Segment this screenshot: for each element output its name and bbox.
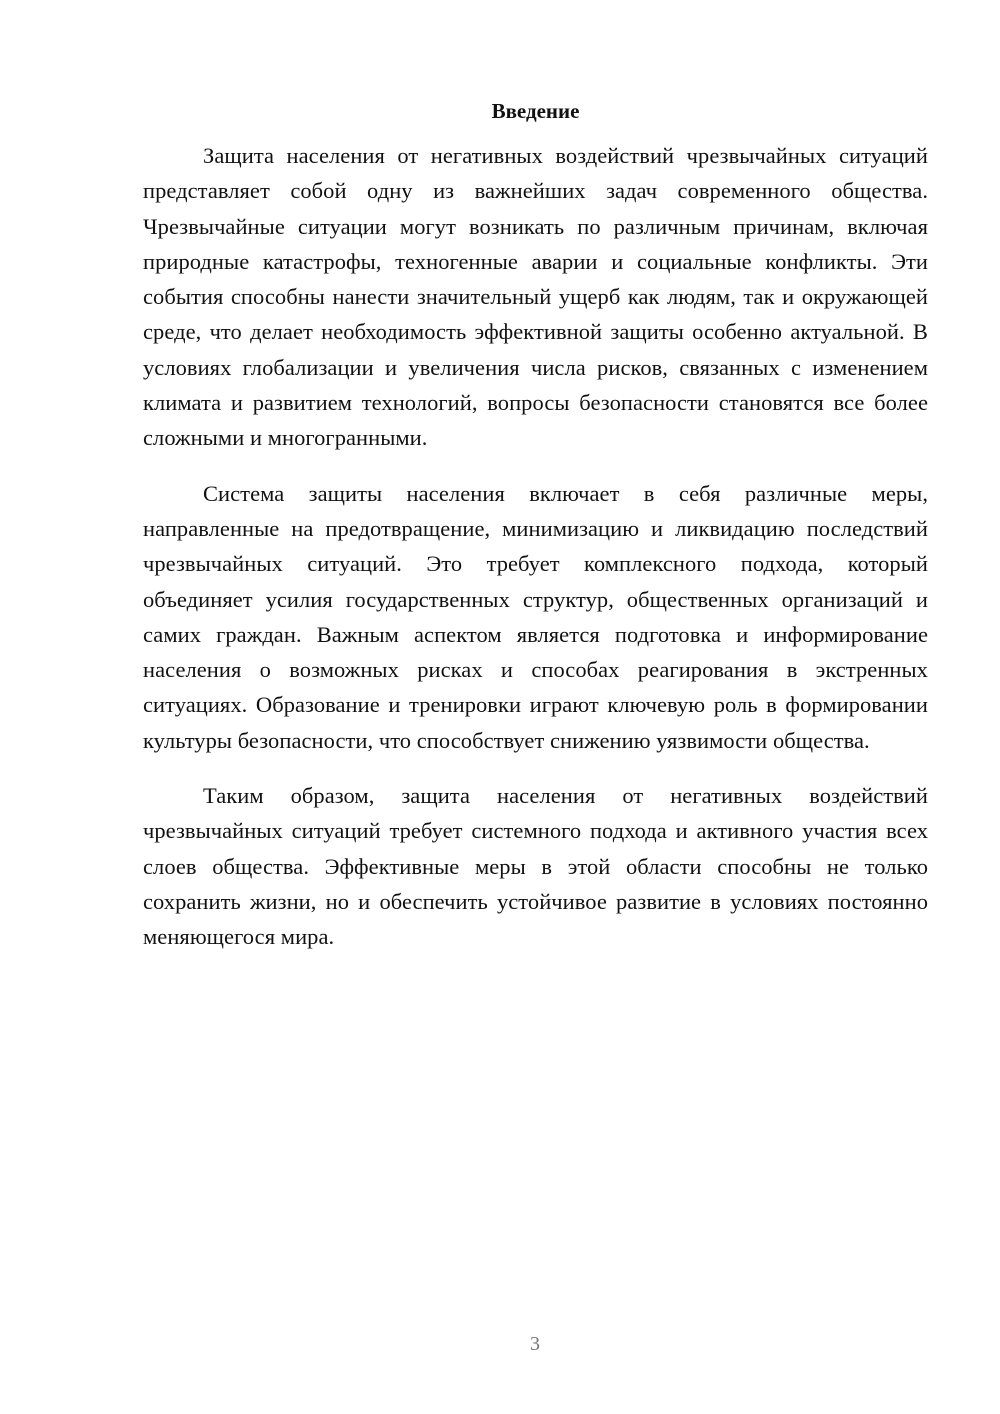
paragraph-1: Защита населения от негативных воздействий чрезвычайных ситуаций представляет собой одну из важнейших задач современного общества. Чрезвычайные ситуации могут возникать по различным причинам, включая природные катастрофы, техногенные аварии и социальные конфликты. Эти события способны нанести значительный ущерб как людям, так и окружающей среде, что делает необходимость эффективной защиты особенно актуальной. В условиях глобализации и увеличения числа рисков, связанных с изменением климата и развитием технологий, вопросы безопасности становятся все более сложными и многогранными.	[143, 143, 928, 451]
section-heading: Введение	[491, 99, 580, 123]
page-number: 3	[530, 1333, 540, 1355]
page-content	[143, 94, 928, 975]
paragraph-3: Таким образом, защита населения от негативных воздействий чрезвычайных ситуаций требует системного подхода и активного участия всех слоев общества. Эффективные меры в этой области способны не только сохранить жизни, но и обеспечить устойчивое развитие в условиях постоянно меняющегося мира.	[143, 783, 928, 950]
paragraph-2: Система защиты населения включает в себя различные меры, направленные на предотвращение, минимизацию и ликвидацию последствий чрезвычайных ситуаций. Это требует комплексного подхода, который объединяет усилия государственных структур, общественных организаций и самих граждан. Важным аспектом является подготовка и информирование населения о возможных рисках и способах реагирования в экстренных ситуациях. Образование и тренировки играют ключевую роль в формировании культуры безопасности, что способствует снижению уязвимости общества.	[143, 480, 928, 753]
